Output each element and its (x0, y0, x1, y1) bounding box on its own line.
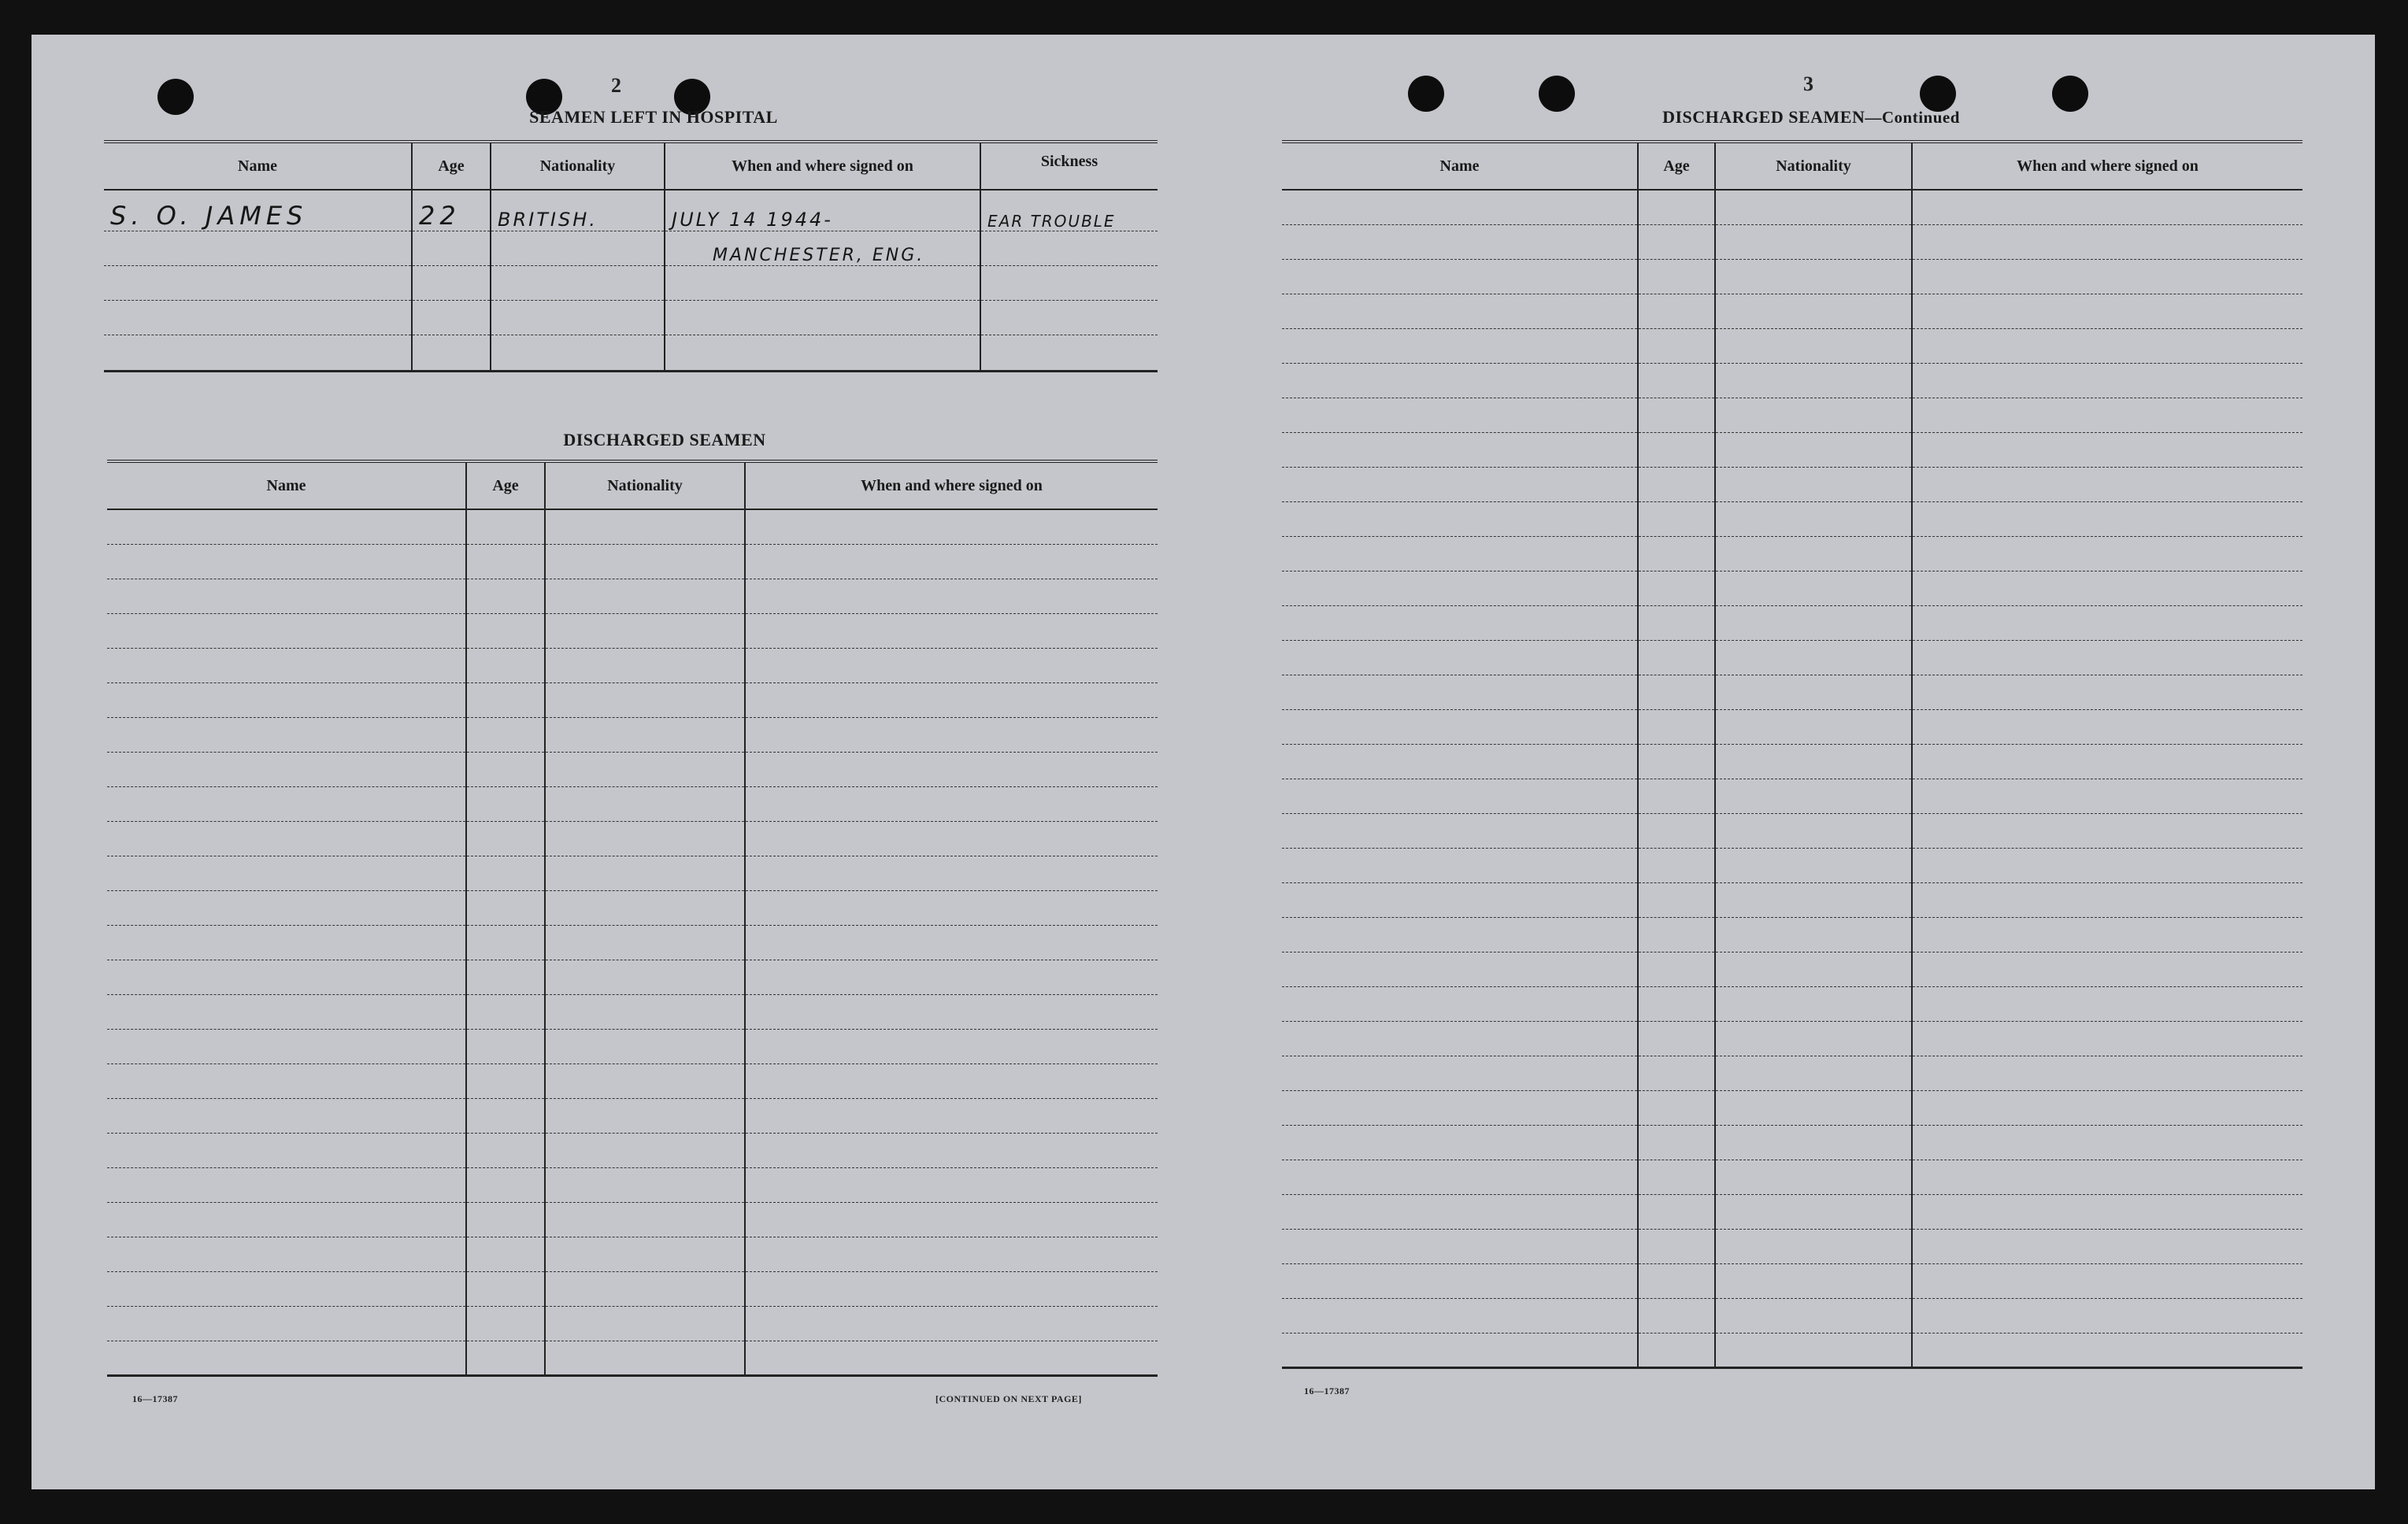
col-header-nationality: Nationality (491, 142, 665, 190)
table-row (107, 682, 1158, 717)
table-row (1282, 882, 2302, 917)
right-title-main: DISCHARGED SEAMEN (1662, 107, 1865, 127)
page-number-left: 2 (611, 74, 621, 97)
table-row (1282, 744, 2302, 779)
col-header-nationality: Nationality (1715, 142, 1912, 190)
table-row (1282, 1229, 2302, 1263)
table-row (107, 786, 1158, 821)
entry-name: S. O. JAMES (110, 200, 308, 231)
table-row (107, 1271, 1158, 1306)
table-row (1282, 398, 2302, 432)
table-row (1282, 1056, 2302, 1090)
table-row (104, 335, 1158, 371)
table-row (1282, 952, 2302, 986)
table-row (107, 613, 1158, 648)
table-row (1282, 190, 2302, 224)
table-row (1282, 779, 2302, 813)
table-row (107, 648, 1158, 682)
table-row (1282, 536, 2302, 571)
col-header-name: Name (1282, 142, 1638, 190)
entry-nationality: BRITISH. (498, 208, 598, 231)
table-row (1282, 848, 2302, 882)
table-row (107, 1029, 1158, 1063)
discharged-table-right (1282, 140, 2302, 1369)
col-header-signed-on: When and where signed on (745, 461, 1158, 509)
hospital-entry-row (104, 190, 1158, 231)
table-row (1282, 328, 2302, 363)
discharged-rows-right (1282, 190, 2302, 1367)
table-row (1282, 571, 2302, 605)
punch-hole (157, 79, 194, 115)
discharged-section-title: DISCHARGED SEAMEN (563, 430, 766, 449)
col-header-age: Age (412, 142, 491, 190)
table-row (107, 960, 1158, 994)
table-row (1282, 640, 2302, 675)
table-row (1282, 917, 2302, 952)
entry-signed-on-place: MANCHESTER, ENG. (713, 245, 925, 265)
col-header-age: Age (1638, 142, 1715, 190)
table-row (107, 1306, 1158, 1341)
col-header-age: Age (466, 461, 545, 509)
table-row (107, 1133, 1158, 1167)
table-row (1282, 1021, 2302, 1056)
table-row (107, 856, 1158, 890)
table-row (107, 1063, 1158, 1098)
table-row (1282, 259, 2302, 294)
table-row (107, 1167, 1158, 1202)
document-sheet (31, 35, 2375, 1489)
table-row (107, 509, 1158, 544)
table-row (1282, 294, 2302, 328)
entry-sickness: EAR TROUBLE (987, 211, 1116, 231)
col-header-nationality: Nationality (545, 461, 745, 509)
form-number-left: 16—17387 (132, 1393, 178, 1404)
table-row (1282, 1125, 2302, 1160)
table-row (1282, 1194, 2302, 1229)
table-row (104, 265, 1158, 300)
table-row (107, 544, 1158, 579)
table-row (107, 890, 1158, 925)
table-row (1282, 363, 2302, 398)
table-row (1282, 467, 2302, 501)
table-row (1282, 224, 2302, 259)
col-header-signed-on: When and where signed on (1912, 142, 2302, 190)
table-row (1282, 1090, 2302, 1125)
col-header-name: Name (107, 461, 466, 509)
entry-signed-on-date: JULY 14 1944- (672, 208, 833, 231)
table-row (104, 231, 1158, 265)
table-row (1282, 1298, 2302, 1333)
table-row (1282, 605, 2302, 640)
hospital-table (104, 140, 1158, 372)
col-header-sickness: Sickness (980, 142, 1158, 190)
col-header-signed-on: When and where signed on (665, 142, 980, 190)
table-row (1282, 1160, 2302, 1194)
col-header-name: Name (104, 142, 412, 190)
table-row (107, 579, 1158, 613)
table-row (1282, 813, 2302, 848)
continued-note: [CONTINUED ON NEXT PAGE] (935, 1393, 1082, 1404)
right-section-title (1606, 107, 2016, 128)
table-row (107, 1341, 1158, 1375)
table-row (1282, 709, 2302, 744)
table-row (1282, 986, 2302, 1021)
table-row (107, 925, 1158, 960)
table-row (107, 994, 1158, 1029)
table-row (107, 1098, 1158, 1133)
punch-hole (2052, 76, 2088, 112)
page-number-right: 3 (1803, 72, 1813, 95)
table-row (107, 752, 1158, 786)
table-row (107, 821, 1158, 856)
discharged-table-left (107, 460, 1158, 1377)
punch-hole (1408, 76, 1444, 112)
right-title-suffix: —Continued (1865, 108, 1960, 127)
table-row (107, 1202, 1158, 1237)
discharged-rows-left (107, 509, 1158, 1375)
form-number-right: 16—17387 (1304, 1385, 1350, 1396)
table-row (107, 717, 1158, 752)
table-row (107, 1237, 1158, 1271)
table-row (1282, 501, 2302, 536)
hospital-section-title: SEAMEN LEFT IN HOSPITAL (529, 107, 778, 127)
table-row (1282, 675, 2302, 709)
entry-age: 22 (419, 200, 461, 231)
table-row (104, 300, 1158, 335)
table-row (1282, 432, 2302, 467)
punch-hole (1539, 76, 1575, 112)
table-row (1282, 1333, 2302, 1367)
table-row (1282, 1263, 2302, 1298)
